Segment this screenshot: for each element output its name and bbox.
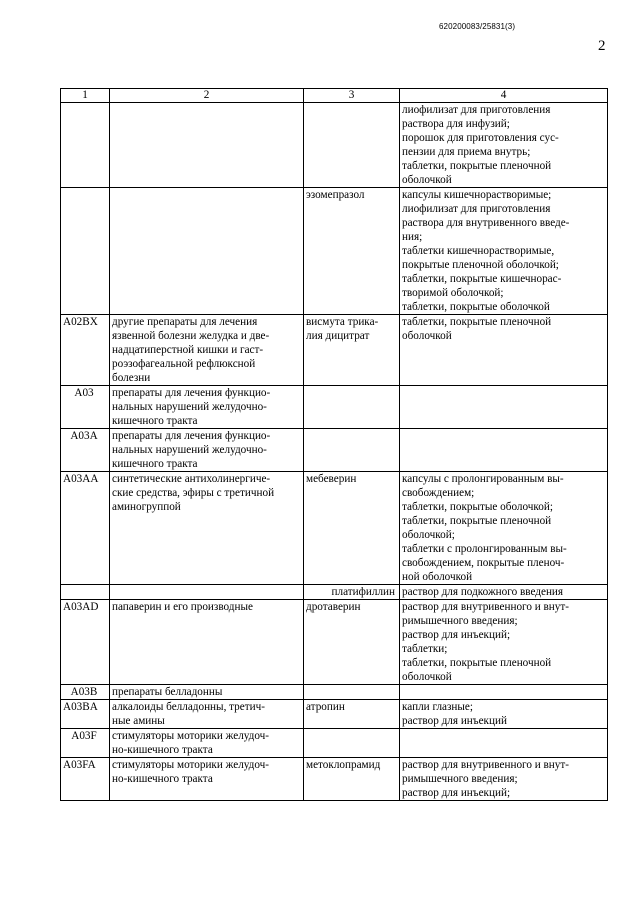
anatomical-group-line: папаверин и его производные <box>112 601 253 613</box>
dosage-forms-cell <box>400 600 608 685</box>
column-header-4: 4 <box>400 89 608 103</box>
dosage-forms-line: таблетки, покрытые пленочной <box>402 316 552 328</box>
drug-name-cell <box>304 472 400 585</box>
drug-name-cell <box>304 729 400 758</box>
dosage-forms-cell <box>400 103 608 188</box>
drug-name-line: висмута трика- <box>306 316 379 328</box>
anatomical-group-line: роэзофагеальной рефлюксной <box>112 358 256 370</box>
dosage-forms-line: оболочкой <box>402 671 452 683</box>
dosage-forms-cell <box>400 386 608 429</box>
anatomical-group-cell <box>110 685 304 700</box>
anatomical-group-cell <box>110 758 304 801</box>
anatomical-group-cell <box>110 315 304 386</box>
dosage-forms-cell <box>400 585 608 600</box>
anatomical-group-cell <box>110 429 304 472</box>
page-number: 2 <box>598 38 606 54</box>
anatomical-group-line: стимуляторы моторики желудоч- <box>112 730 270 742</box>
anatomical-group-line: ные амины <box>112 715 165 727</box>
dosage-forms-line: капсулы кишечнорастворимые; <box>402 189 552 201</box>
table-row <box>61 585 608 600</box>
dosage-forms-line: раствор для подкожного введения <box>402 586 564 598</box>
drug-name-cell <box>304 585 400 600</box>
anatomical-group-line: но-кишечного тракта <box>112 744 213 756</box>
atc-code-cell: A03BA <box>61 700 110 729</box>
drug-name-line: лия дицитрат <box>306 330 370 342</box>
anatomical-group-line: ские средства, эфиры с третичной <box>112 487 275 499</box>
dosage-forms-line: порошок для приготовления сус- <box>402 132 559 144</box>
dosage-forms-cell <box>400 729 608 758</box>
drug-name-cell <box>304 700 400 729</box>
dosage-forms-cell <box>400 685 608 700</box>
dosage-forms-line: лиофилизат для приготовления <box>402 104 551 116</box>
dosage-forms-line: раствора для инфузий; <box>402 118 510 130</box>
dosage-forms-line: таблетки, покрытые кишечнорас- <box>402 273 562 285</box>
dosage-forms-line: раствор для внутривенного и внут- <box>402 759 570 771</box>
anatomical-group-line: аминогруппой <box>112 501 181 513</box>
drug-name-cell <box>304 685 400 700</box>
table-row <box>61 685 608 700</box>
table-row <box>61 315 608 386</box>
dosage-forms-cell <box>400 429 608 472</box>
drug-name-cell <box>304 103 400 188</box>
table-row <box>61 386 608 429</box>
atc-code-cell: A03FA <box>61 758 110 801</box>
anatomical-group-line: но-кишечного тракта <box>112 773 213 785</box>
anatomical-group-line: кишечного тракта <box>112 415 198 427</box>
dosage-forms-line: раствор для внутривенного и внут- <box>402 601 570 613</box>
anatomical-group-line: кишечного тракта <box>112 458 198 470</box>
table-row <box>61 729 608 758</box>
dosage-forms-cell <box>400 700 608 729</box>
dosage-forms-cell <box>400 472 608 585</box>
atc-code-cell: A03AD <box>61 600 110 685</box>
atc-code-cell <box>61 103 110 188</box>
atc-code-cell <box>61 585 110 600</box>
drug-name-line: метоклопрамид <box>306 759 381 771</box>
drug-name-line: эзомепразол <box>306 189 365 201</box>
table-row <box>61 600 608 685</box>
drug-name-cell <box>304 315 400 386</box>
drug-name-line: мебеверин <box>306 473 357 485</box>
dosage-forms-line: оболочкой <box>402 174 452 186</box>
anatomical-group-line: нальных нарушений желудочно- <box>112 401 267 413</box>
column-header-2: 2 <box>110 89 304 103</box>
anatomical-group-cell <box>110 472 304 585</box>
dosage-forms-line: раствор для инъекций; <box>402 629 511 641</box>
drug-name-cell <box>304 758 400 801</box>
table-row <box>61 700 608 729</box>
dosage-forms-line: покрытые пленочной оболочкой; <box>402 259 559 271</box>
dosage-forms-line: раствор для инъекций <box>402 715 507 727</box>
anatomical-group-cell <box>110 386 304 429</box>
column-header-1: 1 <box>61 89 110 103</box>
dosage-forms-line: таблетки, покрытые оболочкой <box>402 301 550 313</box>
anatomical-group-cell <box>110 729 304 758</box>
dosage-forms-line: таблетки, покрытые пленочной <box>402 515 552 527</box>
anatomical-group-line: алкалоиды белладонны, третич- <box>112 701 265 713</box>
anatomical-group-cell <box>110 600 304 685</box>
atc-code-cell: A03AA <box>61 472 110 585</box>
anatomical-group-line: язвенной болезни желудка и две- <box>112 330 270 342</box>
atc-code-cell: A03F <box>61 729 110 758</box>
drug-name-cell <box>304 188 400 315</box>
dosage-forms-line: свобождением, покрытые пленоч- <box>402 557 565 569</box>
anatomical-group-cell <box>110 585 304 600</box>
anatomical-group-line: другие препараты для лечения <box>112 316 258 328</box>
dosage-forms-line: раствор для инъекций; <box>402 787 511 799</box>
dosage-forms-line: оболочкой; <box>402 529 455 541</box>
anatomical-group-cell <box>110 103 304 188</box>
drug-name-cell <box>304 386 400 429</box>
dosage-forms-line: свобождением; <box>402 487 475 499</box>
dosage-forms-line: таблетки с пролонгированным вы- <box>402 543 567 555</box>
dosage-forms-line: лиофилизат для приготовления <box>402 203 551 215</box>
anatomical-group-line: нальных нарушений желудочно- <box>112 444 267 456</box>
dosage-forms-line: таблетки кишечнорастворимые, <box>402 245 555 257</box>
drug-name-cell <box>304 600 400 685</box>
anatomical-group-line: стимуляторы моторики желудоч- <box>112 759 270 771</box>
anatomical-group-line: синтетические антихолинергиче- <box>112 473 271 485</box>
dosage-forms-cell <box>400 315 608 386</box>
dosage-forms-line: таблетки, покрытые оболочкой; <box>402 501 553 513</box>
dosage-forms-line: творимой оболочкой; <box>402 287 504 299</box>
header-row <box>61 89 608 103</box>
table-row <box>61 429 608 472</box>
anatomical-group-cell <box>110 700 304 729</box>
anatomical-group-line: надцатиперстной кишки и гаст- <box>112 344 264 356</box>
dosage-forms-line: ния; <box>402 231 423 243</box>
column-header-3: 3 <box>304 89 400 103</box>
drug-name-line: дротаверин <box>306 601 361 613</box>
table-row <box>61 103 608 188</box>
dosage-forms-line: таблетки; <box>402 643 448 655</box>
table-row <box>61 188 608 315</box>
document-id: 620200083/25831(3) <box>439 22 516 31</box>
dosage-forms-line: таблетки, покрытые пленочной <box>402 657 552 669</box>
dosage-forms-line: римышечного введения; <box>402 773 518 785</box>
anatomical-group-line: препараты для лечения функцио- <box>112 387 271 399</box>
table-row <box>61 472 608 585</box>
dosage-forms-line: пензии для приема внутрь; <box>402 146 531 158</box>
atc-code-cell: A03A <box>61 429 110 472</box>
dosage-forms-line: раствора для внутривенного введе- <box>402 217 570 229</box>
drug-name-cell <box>304 429 400 472</box>
anatomical-group-cell <box>110 188 304 315</box>
atc-code-cell: A03B <box>61 685 110 700</box>
dosage-forms-cell <box>400 188 608 315</box>
atc-code-cell <box>61 188 110 315</box>
dosage-forms-line: римышечного введения; <box>402 615 518 627</box>
dosage-forms-line: капсулы с пролонгированным вы- <box>402 473 564 485</box>
dosage-forms-cell <box>400 758 608 801</box>
drug-name-line: атропин <box>306 701 345 713</box>
dosage-forms-line: таблетки, покрытые пленочной <box>402 160 552 172</box>
anatomical-group-line: болезни <box>112 372 151 384</box>
anatomical-group-line: препараты для лечения функцио- <box>112 430 271 442</box>
dosage-forms-line: ной оболочкой <box>402 571 473 583</box>
dosage-forms-line: капли глазные; <box>402 701 474 713</box>
anatomical-group-line: препараты белладонны <box>112 686 223 698</box>
table-row <box>61 758 608 801</box>
drug-table <box>60 88 608 801</box>
atc-code-cell: A03 <box>61 386 110 429</box>
dosage-forms-line: оболочкой <box>402 330 452 342</box>
drug-name-line: платифиллин <box>331 586 395 598</box>
atc-code-cell: A02BX <box>61 315 110 386</box>
